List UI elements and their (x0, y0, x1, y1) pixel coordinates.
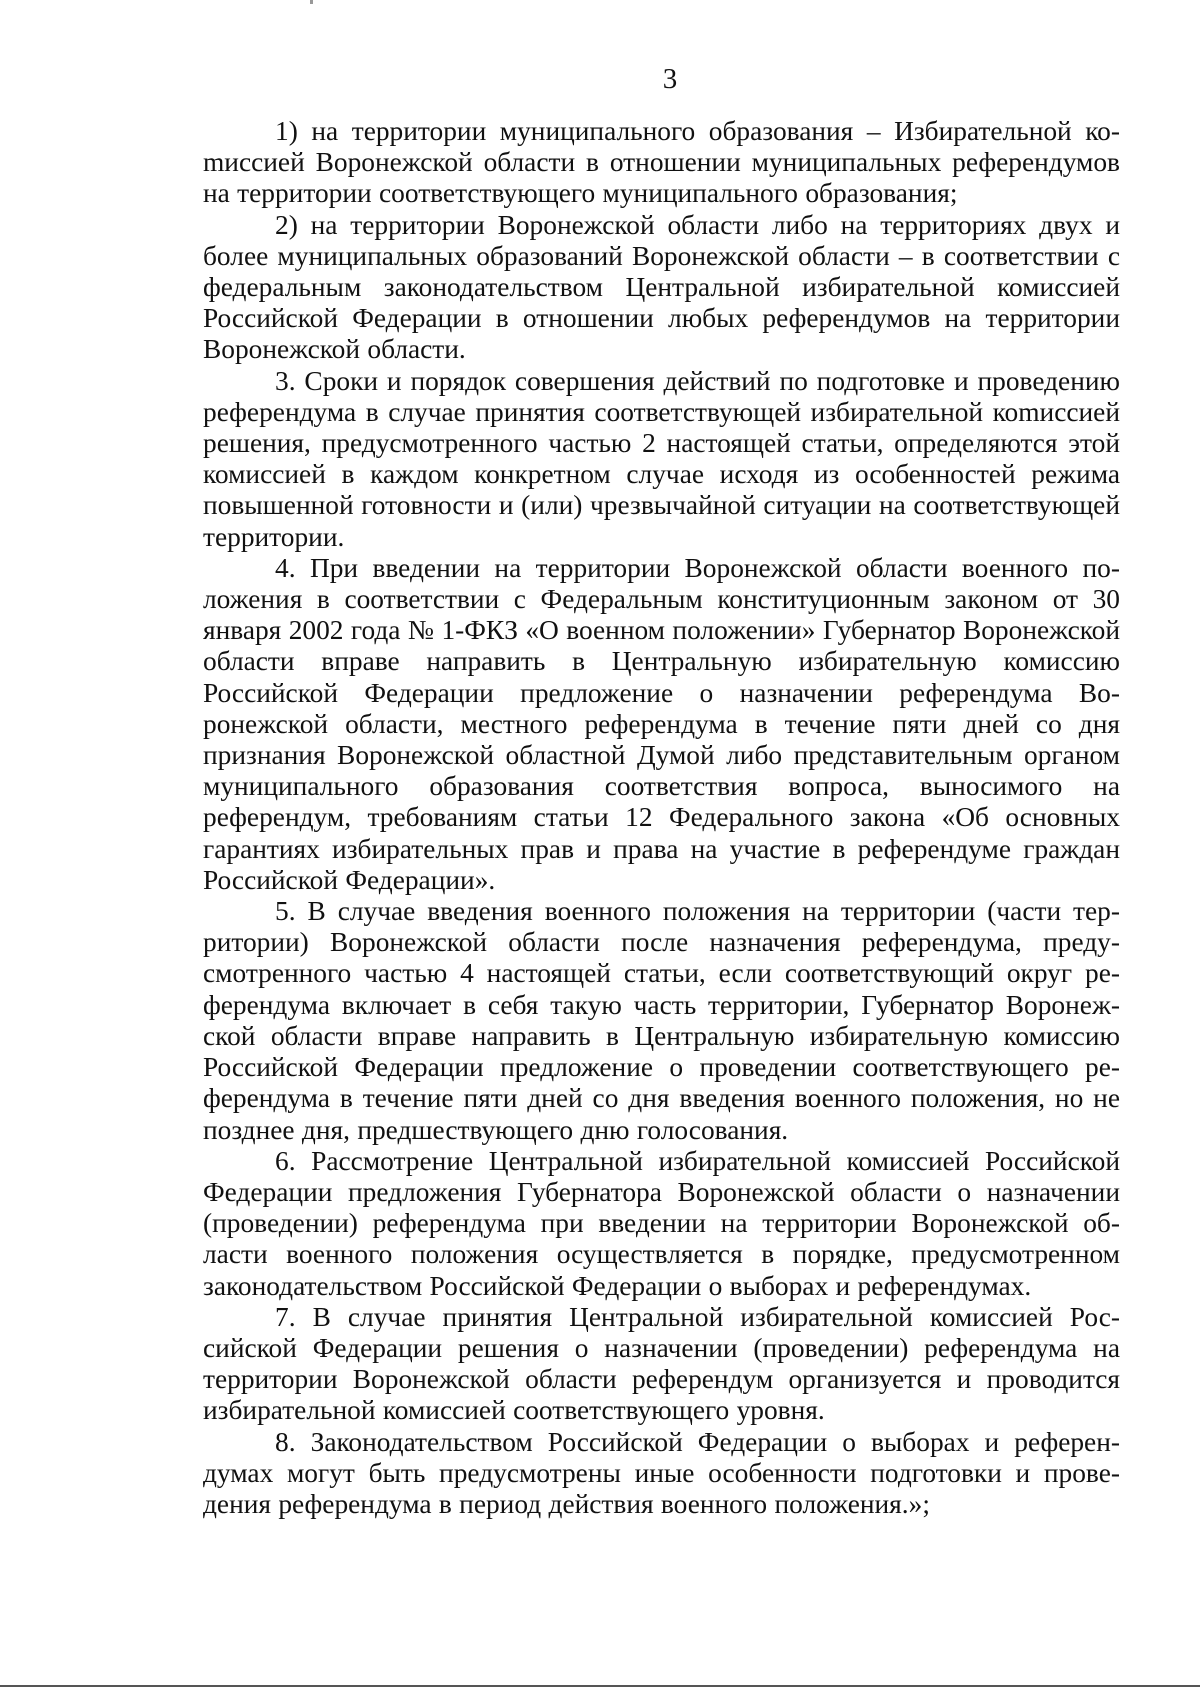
paragraph-part-6: 6. Рассмотрение Центральной избирательной комиссией Российской Федерации предложения Губернатора Воронежской области о назначении (проведении) референдума при введении на территории Воронежской области военного положения осуществляется в порядке, предусмотренном законодательством Российской Федерации о выборах и референдумах. (203, 1145, 1120, 1301)
paragraph-part-8: 8. Законодательством Российской Федерации о выборах и референдумах могут быть предусмотрены иные особенности подготовки и проведения референдума в период действия военного положения.»; (203, 1426, 1120, 1519)
paragraph-part-4: 4. При введении на территории Воронежской области военного положения в соответствии с Федеральным конституционным законом от 30 января 2002 года № 1-ФКЗ «О военном положении» Губернатор Воронежской области вправе направить в Центральную избирательную комиссию Российской Федерации предложение о назначении референдума Воронежской области, местного референдума в течение пяти дней со дня признания Воронежской областной Думой либо представительным органом муниципального образования соответствия вопроса, выносимого на референдум, требованиям статьи 12 Федерального закона «Об основных гарантиях избирательных прав и права на участие в референдуме граждан Российской Федерации». (203, 552, 1120, 895)
paragraph-part-3: 3. Сроки и порядок совершения действий по подготовке и проведению референдума в случае принятия соответствующей избирательной коmиссией решения, предусмотренного частью 2 настоящей статьи, определяются этой комиссией в каждом конкретном случае исходя из особенностей режима повышенной готовности и (или) чрезвычайной ситуации на соответствующей территории. (203, 365, 1120, 552)
paragraph-part-7: 7. В случае принятия Центральной избирательной комиссией Российской Федерации решения о назначении (проведении) референдума на территории Воронежской области референдум организуется и проводится избирательной комиссией соответствующего уровня. (203, 1301, 1120, 1426)
paragraph-item-1: 1) на территории муниципального образования – Избирательной коmиссией Воронежской области в отношении муниципальных референдумов на территории соответствующего муниципального образования; (203, 116, 1120, 209)
paragraph-part-5: 5. В случае введения военного положения на территории (части территории) Воронежской области после назначения референдума, предусмотренного частью 4 настоящей статьи, если соответствующий округ референдума включает в себя такую часть территории, Губернатор Воронежской области вправе направить в Центральную избирательную комиссию Российской Федерации предложение о проведении соответствующего референдума в течение пяти дней со дня введения военного положения, но не позднее дня, предшествующего дню голосования. (203, 896, 1120, 1145)
bottom-scan-edge (0, 1685, 1200, 1687)
paragraph-item-2: 2) на территории Воронежской области либо на территориях двух и более муниципальных образований Воронежской области – в соответствии с федеральным законодательством Центральной избирательной комиссией Российской Федерации в отношении любых референдумов на территории Воронежской области. (203, 209, 1120, 365)
page-number: 3 (662, 63, 678, 95)
document-body (203, 116, 1120, 1520)
scan-mark (310, 0, 313, 4)
